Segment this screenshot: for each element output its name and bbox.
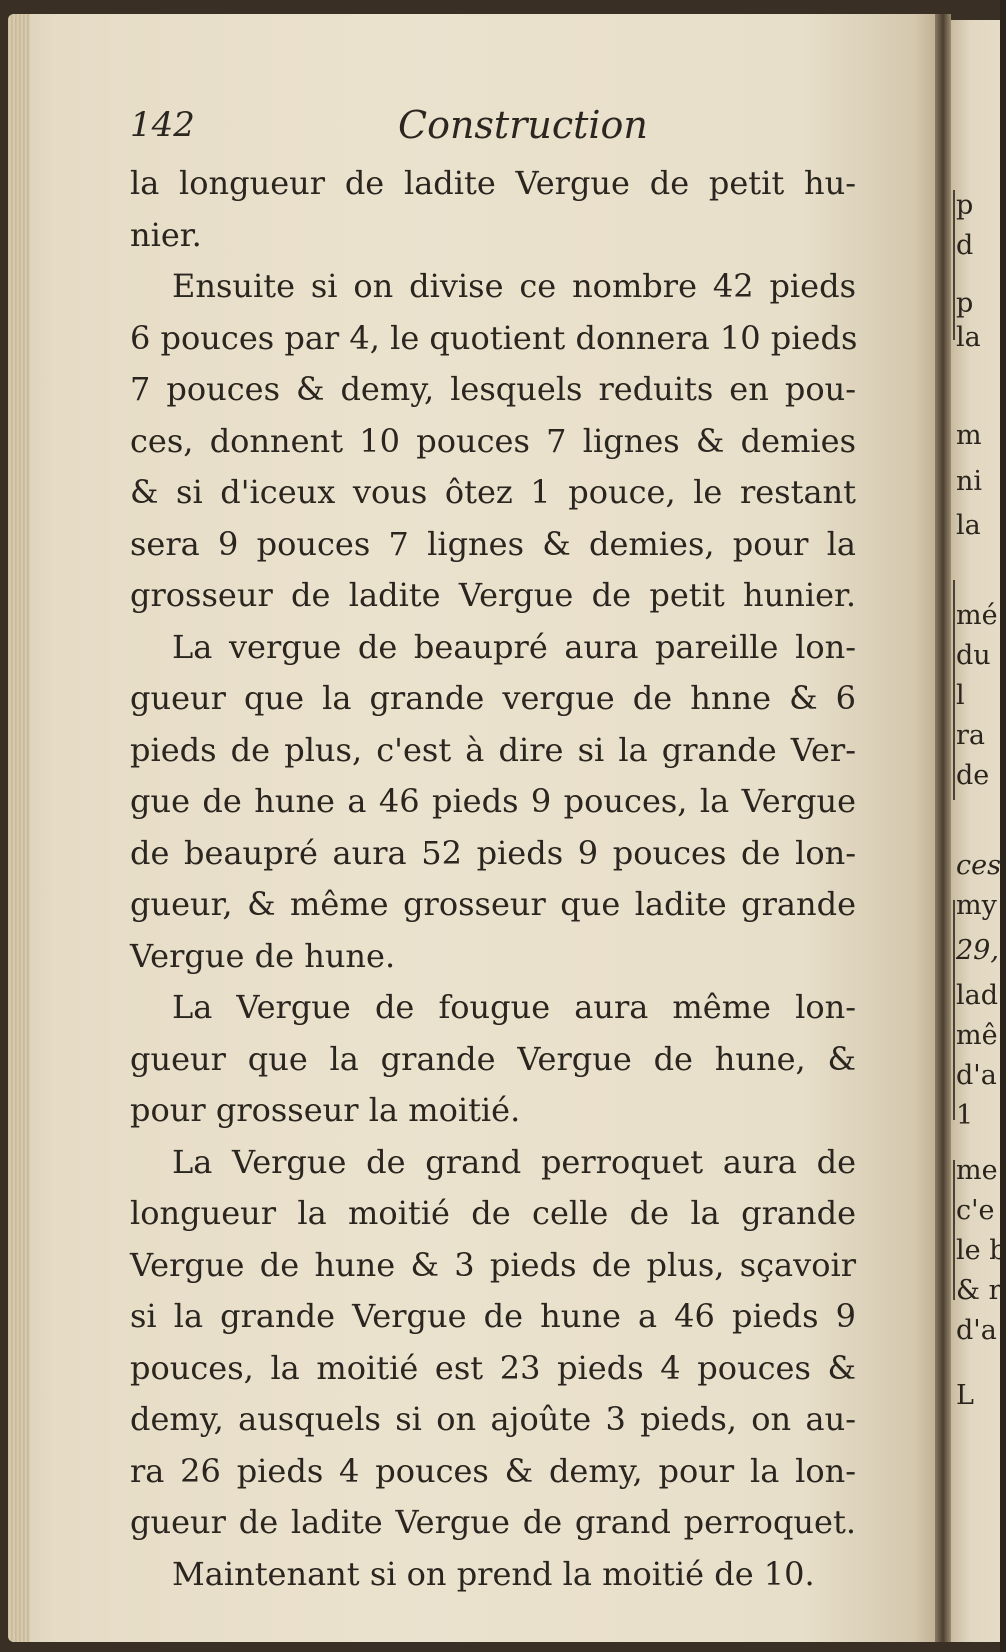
text-line: La vergue de beaupré aura pareille lon-	[172, 627, 856, 666]
text-line: si la grande Vergue de hune a 46 pieds 9	[130, 1297, 856, 1335]
page-body	[130, 158, 856, 1600]
page-header	[130, 105, 900, 155]
facing-page-sliver	[951, 20, 1006, 1642]
facing-page-fragment: & r	[956, 1275, 1002, 1306]
text-line: Maintenant si on prend la moitié de 10.	[172, 1554, 815, 1593]
facing-page-fragment: L	[956, 1380, 974, 1411]
text-line: Vergue de hune & 3 pieds de plus, sçavoir	[130, 1245, 856, 1284]
facing-page-fragment: ra	[956, 720, 986, 751]
facing-page-fragment: 29,	[956, 935, 999, 966]
text-line: & si d'iceux vous ôtez 1 pouce, le restant	[130, 473, 856, 511]
facing-page-fragment: c'e	[956, 1195, 995, 1226]
facing-page-fragment: de	[956, 760, 990, 791]
text-line: sera 9 pouces 7 lignes & demies, pour la	[130, 524, 856, 563]
text-line: 7 pouces & demy, lesquels reduits en pou-	[130, 370, 856, 408]
text-line: La Vergue de grand perroquet aura de	[172, 1142, 856, 1181]
facing-page-fragment: 1	[956, 1100, 974, 1131]
facing-page-fragment: ni	[956, 466, 983, 497]
text-line: pieds de plus, c'est à dire si la grande Ver-	[130, 730, 856, 769]
text-line: longueur la moitié de celle de la grande	[130, 1194, 856, 1232]
facing-page-fragment: d'a	[956, 1060, 997, 1091]
text-line: Vergue de hune.	[130, 936, 396, 975]
facing-page-fragment: p	[956, 190, 974, 221]
facing-page-fragment: mé	[956, 600, 998, 631]
facing-page-fragment: le b	[956, 1235, 1006, 1266]
facing-page-fragment: p	[956, 288, 974, 319]
facing-page-fragment: m	[956, 420, 982, 451]
text-line: grosseur de ladite Vergue de petit hunier.	[130, 576, 856, 614]
facing-bracket	[953, 190, 955, 340]
facing-page-fragment: mê	[956, 1020, 998, 1051]
text-line: gue de hune a 46 pieds 9 pouces, la Vergue	[130, 782, 856, 820]
text-line: nier.	[130, 215, 202, 254]
text-line: gueur que la grande Vergue de hune, &	[130, 1039, 856, 1078]
facing-page-fragment: d'a	[956, 1315, 997, 1346]
facing-page-fragment: l	[956, 680, 965, 711]
text-line: demy, ausquels si on ajoûte 3 pieds, on au-	[130, 1400, 856, 1438]
facing-page-fragment: ces	[956, 850, 1001, 881]
facing-page-fragment: la	[956, 510, 981, 541]
text-line: la longueur de ladite Vergue de petit hu-	[130, 164, 856, 202]
page-edge	[8, 14, 30, 1642]
facing-bracket	[953, 1160, 955, 1300]
facing-page-fragment: my	[956, 890, 997, 921]
text-line: gueur, & même grosseur que ladite grande	[130, 885, 856, 923]
facing-page-fragment: la	[956, 322, 981, 353]
text-line: ra 26 pieds 4 pouces & demy, pour la lon-	[130, 1451, 856, 1490]
text-line: gueur que la grande vergue de hnne & 6	[130, 679, 856, 717]
running-title: Construction	[398, 103, 648, 147]
book-gutter	[935, 14, 951, 1642]
facing-bracket	[953, 580, 955, 800]
text-line: ces, donnent 10 pouces 7 lignes & demies	[130, 421, 856, 460]
facing-bracket	[953, 900, 955, 1120]
page-number: 142	[130, 105, 195, 145]
text-line: La Vergue de fougue aura même lon-	[172, 988, 856, 1026]
text-line: gueur de ladite Vergue de grand perroquet.	[130, 1503, 856, 1541]
facing-page-fragment: d	[956, 230, 974, 261]
text-line: pouces, la moitié est 23 pieds 4 pouces &	[130, 1348, 856, 1387]
facing-page-fragment: du	[956, 640, 991, 671]
text-line: 6 pouces par 4, le quotient donnera 10 pieds	[130, 318, 858, 357]
text-line: de beaupré aura 52 pieds 9 pouces de lon-	[130, 833, 856, 872]
facing-page-fragment: lad	[956, 980, 999, 1011]
text-line: Ensuite si on divise ce nombre 42 pieds	[172, 267, 856, 305]
facing-page-fragment: me	[956, 1155, 998, 1186]
text-line: pour grosseur la moitié.	[130, 1091, 521, 1129]
